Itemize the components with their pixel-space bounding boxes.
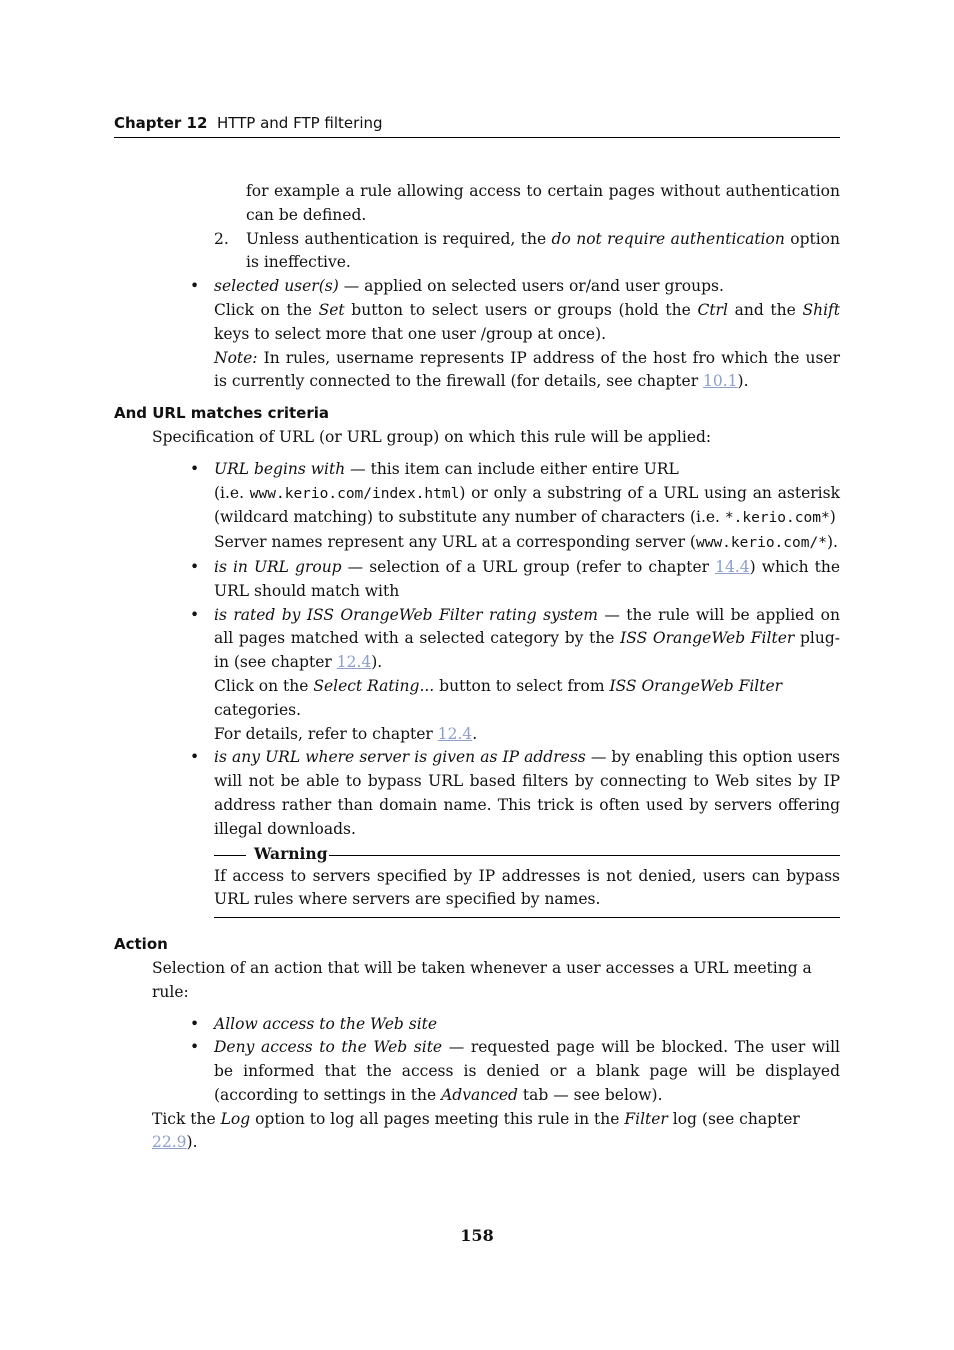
paragraph-text: ). bbox=[826, 533, 838, 552]
list-item bbox=[114, 275, 840, 299]
paragraph-text: tab — see below). bbox=[517, 1085, 663, 1104]
paragraph-text: categories. bbox=[214, 700, 301, 719]
term: URL begins with bbox=[214, 459, 346, 478]
divider bbox=[214, 855, 246, 856]
note-paragraph bbox=[114, 347, 840, 395]
paragraph-text: — this item can include either entire URL bbox=[345, 459, 679, 478]
section-heading: Action bbox=[114, 935, 168, 954]
paragraph-text: Unless authentication is required, the bbox=[246, 229, 552, 248]
list-item-paragraph bbox=[114, 299, 840, 347]
paragraph-text: ) which the URL should match with bbox=[214, 557, 840, 600]
page-header bbox=[114, 114, 840, 138]
paragraph-text: Tick the bbox=[152, 1109, 221, 1128]
bullet-icon: • bbox=[190, 277, 200, 296]
paragraph-text: — requested page will be blocked. The user will be informed that the access is denied or a blank page will be displayed (according to settings in the bbox=[214, 1038, 840, 1104]
term: Log bbox=[220, 1109, 251, 1128]
paragraph-text: For details, refer to chapter bbox=[214, 724, 438, 743]
list-item-paragraph bbox=[114, 531, 840, 556]
page-number: 158 bbox=[460, 1226, 494, 1245]
term: Advanced bbox=[441, 1085, 518, 1104]
section-intro: Specification of URL (or URL group) on which this rule will be applied: bbox=[152, 427, 712, 446]
term: is rated by ISS OrangeWeb Filter rating system bbox=[214, 605, 598, 624]
list-item bbox=[114, 604, 840, 675]
bullet-icon: • bbox=[190, 1014, 200, 1033]
term: Allow access to the Web site bbox=[214, 1014, 438, 1033]
paragraph-text: ). bbox=[186, 1133, 198, 1152]
paragraph-text: — applied on selected users or/and user groups. bbox=[338, 277, 724, 296]
code-text: *.kerio.com* bbox=[724, 510, 830, 527]
term: ISS OrangeWeb Filter bbox=[620, 629, 795, 648]
list-item bbox=[114, 746, 840, 841]
list-item bbox=[114, 1013, 840, 1037]
term: Ctrl bbox=[697, 300, 728, 319]
list-item-paragraph bbox=[114, 723, 840, 747]
code-text: www.kerio.com/index.html bbox=[249, 485, 460, 502]
bullet-icon: • bbox=[190, 605, 200, 624]
section-heading: And URL matches criteria bbox=[114, 404, 330, 423]
paragraph-text: Server names represent any URL at a corresponding server ( bbox=[214, 533, 696, 552]
term: ISS OrangeWeb Filter bbox=[609, 676, 783, 695]
bullet-icon: • bbox=[190, 1038, 200, 1057]
page-body bbox=[114, 180, 840, 1155]
term: is in URL group bbox=[214, 557, 342, 576]
list-item-continuation bbox=[114, 180, 840, 228]
paragraph-text: option to log all pages meeting this rule in the bbox=[250, 1109, 625, 1128]
list-item-paragraph bbox=[114, 675, 840, 723]
chapter-link[interactable]: 14.4 bbox=[715, 557, 750, 576]
list-item bbox=[114, 556, 840, 604]
paragraph-text: In rules, username represents IP address of the host fro which the user is currently connected to the firewall (for details, see chapter bbox=[214, 348, 840, 391]
paragraph-text: button to select from bbox=[434, 676, 610, 695]
paragraph-text: ). bbox=[371, 653, 383, 672]
term: selected user(s) bbox=[214, 277, 339, 296]
bullet-icon: • bbox=[190, 748, 200, 767]
paragraph-text: Click on the bbox=[214, 300, 319, 319]
chapter-link[interactable]: 12.4 bbox=[437, 724, 473, 743]
paragraph-text: keys to select more that one user /group at once). bbox=[214, 324, 607, 343]
list-item bbox=[114, 458, 840, 482]
term: is any URL where server is given as IP address bbox=[214, 748, 586, 767]
term: Shift bbox=[802, 300, 841, 319]
chapter-link[interactable]: 12.4 bbox=[336, 653, 372, 672]
paragraph-text: log (see chapter bbox=[667, 1109, 800, 1128]
list-item bbox=[114, 1036, 840, 1107]
paragraph-text: — selection of a URL group (refer to chapter bbox=[341, 557, 716, 576]
term: Set bbox=[318, 300, 345, 319]
chapter-link[interactable]: 10.1 bbox=[703, 372, 738, 391]
term: Deny access to the Web site bbox=[214, 1038, 443, 1057]
paragraph-text: (i.e. bbox=[214, 483, 250, 502]
term: Select Rating... bbox=[313, 676, 435, 695]
bullet-icon: • bbox=[190, 459, 200, 478]
numbered-list-item bbox=[114, 228, 840, 276]
list-item-paragraph bbox=[114, 482, 840, 532]
paragraph-text: — the rule will be applied on all pages matched with a selected category by the bbox=[214, 605, 840, 648]
bullet-icon: • bbox=[190, 557, 200, 576]
paragraph-text: Click on the bbox=[214, 676, 314, 695]
note-label: Note: bbox=[214, 348, 258, 367]
term: Filter bbox=[624, 1109, 668, 1128]
divider bbox=[329, 855, 840, 856]
list-number: 2. bbox=[214, 229, 229, 248]
paragraph-text: — by enabling this option users will not be able to bypass URL based filters by connecting to Web sites by IP address rather than domain name. This trick is often used by servers offering illegal downloads. bbox=[214, 748, 841, 838]
paragraph-text: option is ineffective. bbox=[246, 229, 840, 272]
warning-header bbox=[114, 842, 840, 865]
warning-label: Warning bbox=[254, 843, 328, 863]
paragraph-text: plug-in (see chapter bbox=[214, 629, 840, 672]
paragraph-text: ) bbox=[829, 508, 836, 527]
paragraph-text: button to select users or groups (hold the bbox=[344, 300, 698, 319]
paragraph-text: ) or only a substring of a URL using an asterisk (wildcard matching) to substitute any number of characters (i.e. bbox=[214, 483, 840, 527]
paragraph-text: and the bbox=[727, 300, 803, 319]
chapter-number: Chapter 12 bbox=[114, 114, 208, 132]
paragraph-text: . bbox=[472, 724, 478, 743]
chapter-link[interactable]: 22.9 bbox=[152, 1133, 187, 1152]
log-paragraph bbox=[114, 1108, 840, 1156]
option-name: do not require authentication bbox=[551, 229, 785, 248]
chapter-title: HTTP and FTP filtering bbox=[216, 114, 383, 132]
section-intro: Selection of an action that will be taken whenever a user accesses a URL meeting a rule: bbox=[152, 958, 812, 1001]
paragraph-text: for example a rule allowing access to certain pages without authentication can be defined. bbox=[246, 182, 840, 224]
paragraph-text: ). bbox=[737, 372, 749, 391]
warning-text: If access to servers specified by IP addresses is not denied, users can bypass URL rules where servers are specified by names. bbox=[214, 866, 840, 909]
code-text: www.kerio.com/* bbox=[695, 535, 827, 552]
